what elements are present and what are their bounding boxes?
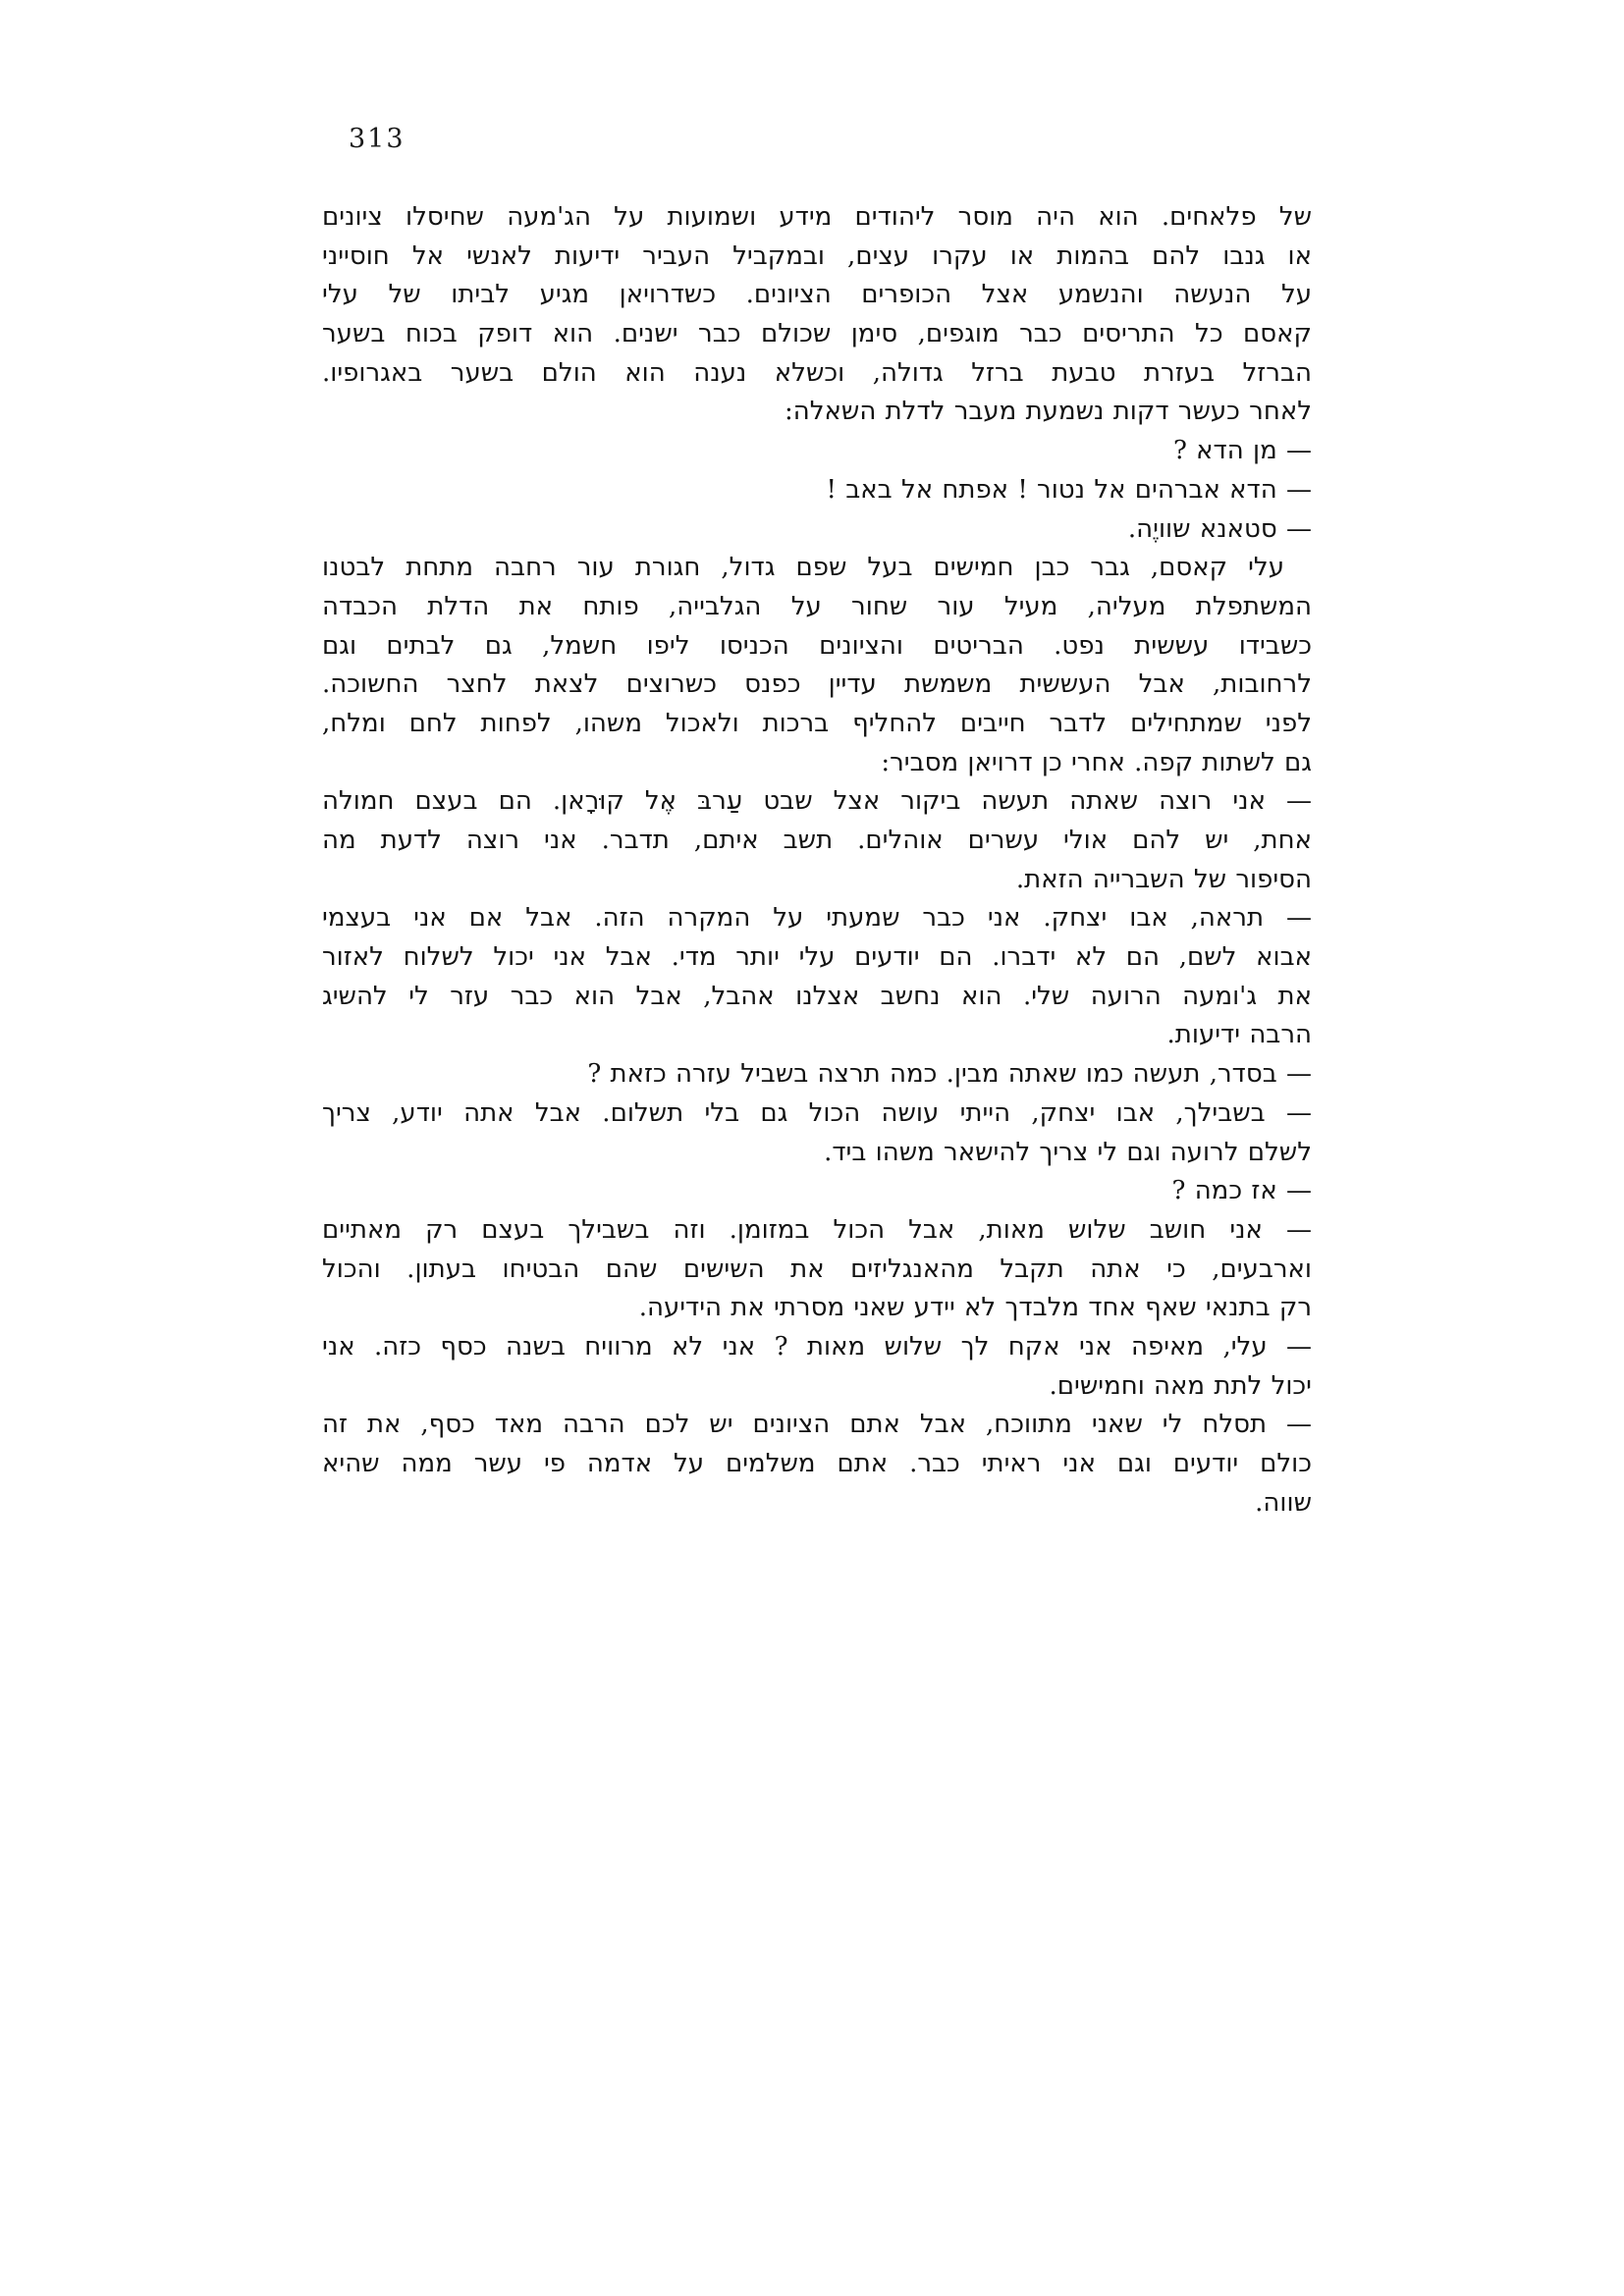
text-line: הרבה ידיעות. <box>1166 1020 1312 1050</box>
paragraph <box>322 782 1312 899</box>
text-line: או גנבו להם בהמות או עקרו עצים, ובמקביל העביר ידיעות לאנשי אל חוסייני <box>322 240 1312 271</box>
text-line: רק בתנאי שאף אחד מלבדך לא יידע שאני מסרתי את הידיעה. <box>638 1293 1312 1323</box>
text-line: אבוא לשם, הם לא ידברו. הם יודעים עלי יותר מדי. אבל אני יכול לשלוח לאזור <box>322 942 1312 973</box>
dialogue-line: — מן הדא ? <box>1172 436 1312 466</box>
text-line: קאסם כל התריסים כבר מוגפים, סימן שכולם כבר ישנים. הוא דופק בכוח בשער <box>322 319 1312 349</box>
dialogue-line: — אני רוצה שאתה תעשה ביקור אצל שבט עַרבּ אֶל קוּרָאן. הם בעצם חמולה <box>322 786 1312 817</box>
dialogue-line: — תראה, אבו יצחק. אני כבר שמעתי על המקרה הזה. אבל אם אני בעצמי <box>322 903 1312 934</box>
paragraph <box>322 1211 1312 1328</box>
text-line: הברזל בעזרת טבעת ברזל גדולה, וכשלא נענה הוא הולם בשער באגרופיו. <box>322 357 1312 388</box>
dialogue-line: — בשבילך, אבו יצחק, הייתי עושה הכול גם בלי תשלום. אבל אתה יודע, צריך <box>322 1097 1312 1128</box>
text-line: הסיפור של השברייה הזאת. <box>1015 864 1312 894</box>
text-line: לאחר כעשר דקות נשמעת מעבר לדלת השאלה: <box>785 397 1312 427</box>
paragraph <box>322 549 1312 782</box>
text-line: גם לשתות קפה. אחרי כן דרויאן מסביר: <box>881 747 1312 777</box>
text-line: כולם יודעים וגם אני ראיתי כבר. אתם משלמים על אדמה פי עשר ממה שהיא <box>322 1449 1312 1478</box>
dialogue-line: — אז כמה ? <box>1171 1176 1312 1206</box>
dialogue-line: — אני חושב שלוש מאות, אבל הכול במזומן. וזה בשבילך בעצם רק מאתיים <box>322 1214 1312 1245</box>
text-line: של פלאחים. הוא היה מוסר ליהודים מידע ושמועות על הג'מעה שחיסלו ציונים <box>322 202 1312 232</box>
paragraph <box>322 1328 1312 1406</box>
paragraph <box>322 1095 1312 1172</box>
paragraph <box>322 1055 1312 1095</box>
paragraph <box>322 1172 1312 1211</box>
text-line: יכול לתת מאה וחמישים. <box>1049 1370 1312 1401</box>
text-line: את ג'ומעה הרועה שלי. הוא נחשב אצלנו אהבל, אבל הוא כבר עזר לי להשיג <box>322 981 1312 1011</box>
text-line: כשבידו עששית נפט. הבריטים והציונים הכניסו ליפו חשמל, גם לבתים וגם <box>322 630 1312 661</box>
paragraph <box>322 1406 1312 1522</box>
dialogue-line: — תסלח לי שאני מתווכח, אבל אתם הציונים יש לכם הרבה מאד כסף, את זה <box>322 1410 1312 1440</box>
text-line: לפני שמתחילים לדבר חייבים להחליף ברכות ולאכול משהו, לפחות לחם ומלח, <box>322 708 1312 738</box>
text-line: וארבעים, כי אתה תקבל מהאנגליזים את השישים שהם הבטיחו בעתון. והכול <box>322 1254 1312 1284</box>
paragraph <box>322 510 1312 550</box>
body-text <box>322 198 1312 1522</box>
dialogue-line: — בסדר, תעשה כמו שאתה מבין. כמה תרצה בשביל עזרה כזאת ? <box>587 1059 1312 1090</box>
text-line: לשלם לרועה וגם לי צריך להישאר משהו ביד. <box>824 1137 1312 1167</box>
dialogue-line: — עלי, מאיפה אני אקח לך שלוש מאות ? אני לא מרוויח בשנה כסף כזה. אני <box>322 1331 1312 1362</box>
text-line: אחת, יש להם אולי עשרים אוהלים. תשב איתם, תדבר. אני רוצה לדעת מה <box>322 826 1312 855</box>
paragraph <box>322 198 1312 432</box>
page-number: 313 <box>349 124 406 154</box>
text-line: לרחובות, אבל העששית משמשת עדיין כפנס כשרוצים לצאת לחצר החשוכה. <box>322 669 1312 700</box>
paragraph <box>322 432 1312 471</box>
dialogue-line: — הדא אברהים אל נטור ! אפתח אל באב ! <box>826 474 1312 505</box>
text-line: המשתפלת מעליה, מעיל עור שחור על הגלבייה, פותח את הדלת הכבדה <box>322 591 1312 621</box>
dialogue-line: — סטאנא שוויֶה. <box>1127 513 1312 544</box>
paragraph <box>322 899 1312 1055</box>
text-line: על הנעשה והנשמע אצל הכופרים הציונים. כשדרויאן מגיע לביתו של עלי <box>322 280 1312 310</box>
text-line: עלי קאסם, גבר כבן חמישים בעל שפם גדול, חגורת עור רחבה מתחת לבטנו <box>322 553 1284 583</box>
paragraph <box>322 471 1312 510</box>
text-line: שווה. <box>1255 1487 1312 1518</box>
